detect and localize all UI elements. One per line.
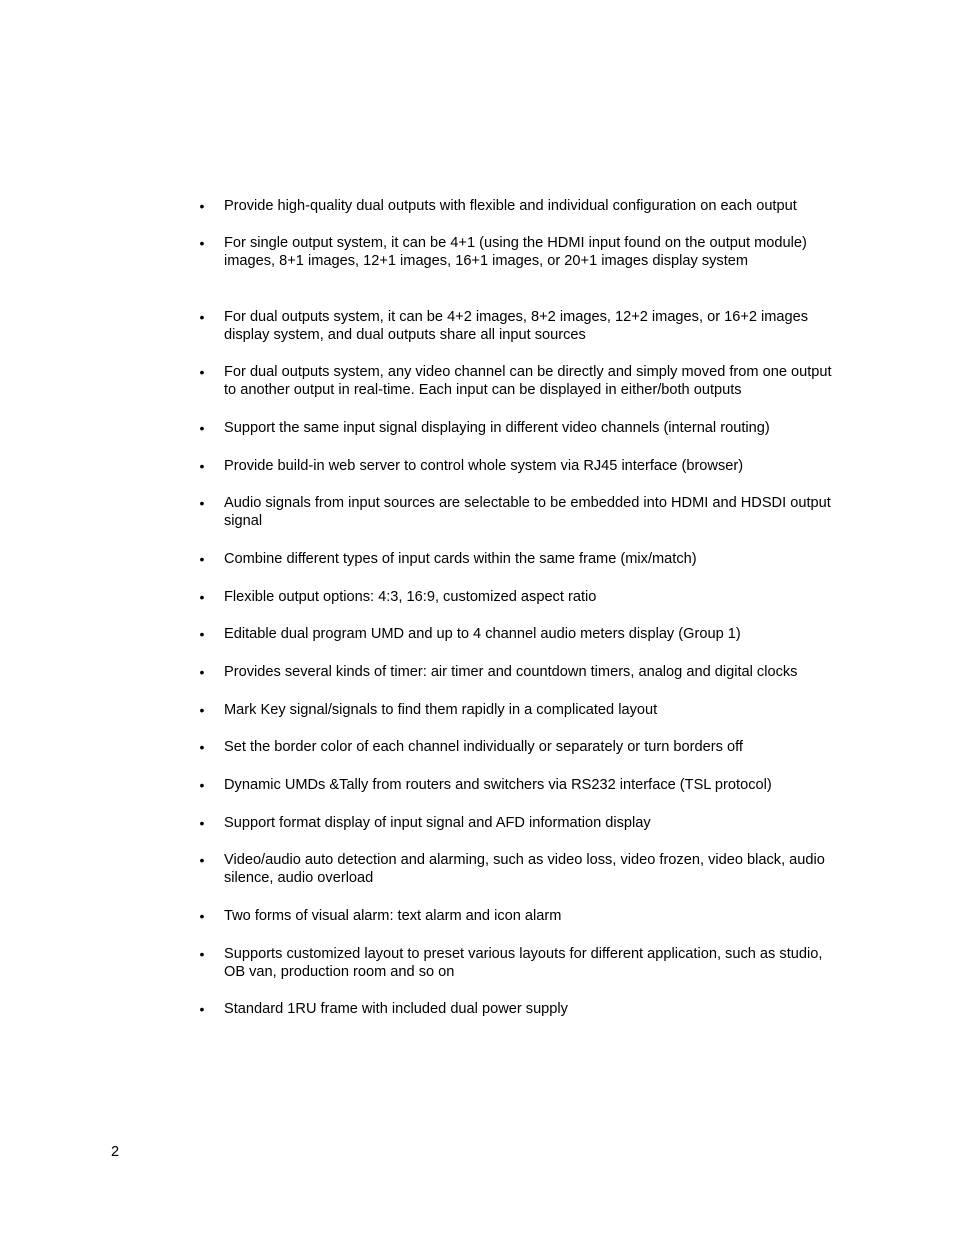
list-item-text: Combine different types of input cards within the same frame (mix/match) [224, 551, 697, 567]
bullet-icon: • [199, 702, 205, 718]
bullet-icon: • [199, 364, 205, 380]
bullet-icon: • [199, 626, 205, 642]
list-item [199, 663, 844, 681]
list-item-text: For dual outputs system, any video channel can be directly and simply moved from one output to another output in real-time. Each input can be displayed in either/both outputs [224, 364, 832, 399]
bullet-icon: • [199, 815, 205, 831]
list-item [199, 308, 844, 344]
list-item [199, 776, 844, 794]
bullet-icon: • [199, 777, 205, 793]
list-item-text: Provide high-quality dual outputs with flexible and individual configuration on each output [224, 198, 797, 214]
list-item [199, 738, 844, 756]
list-item [199, 363, 844, 399]
bullet-icon: • [199, 235, 205, 251]
list-item-text: Mark Key signal/signals to find them rapidly in a complicated layout [224, 702, 658, 718]
bullet-icon: • [199, 1001, 205, 1017]
list-item [199, 701, 844, 719]
list-item [199, 907, 844, 925]
list-item [199, 457, 844, 475]
list-item-text: Dynamic UMDs &Tally from routers and switchers via RS232 interface (TSL protocol) [224, 777, 772, 793]
page-number: 2 [111, 1144, 120, 1160]
list-item-text: Editable dual program UMD and up to 4 channel audio meters display (Group 1) [224, 626, 741, 642]
bullet-icon: • [199, 589, 205, 605]
list-item-text: Supports customized layout to preset various layouts for different application, such as studio, OB van, production room and so on [224, 946, 823, 981]
list-item [199, 851, 844, 887]
bullet-icon: • [199, 946, 205, 962]
list-item-text: Two forms of visual alarm: text alarm and icon alarm [224, 908, 562, 924]
bullet-icon: • [199, 852, 205, 868]
list-item-text: Video/audio auto detection and alarming, such as video loss, video frozen, video black, audio silence, audio overload [224, 852, 825, 887]
list-item [199, 588, 844, 606]
bullet-icon: • [199, 739, 205, 755]
list-item-text: Support format display of input signal and AFD information display [224, 815, 651, 831]
bullet-icon: • [199, 495, 205, 511]
list-item [199, 945, 844, 981]
list-item [199, 814, 844, 832]
list-item-text: Support the same input signal displaying in different video channels (internal routing) [224, 420, 770, 436]
list-item-text: For single output system, it can be 4+1 (using the HDMI input found on the output module) images, 8+1 images, 12+1 images, 16+1 images, or 20+1 images display system [224, 235, 807, 270]
list-item [199, 625, 844, 643]
bullet-icon: • [199, 309, 205, 325]
bullet-icon: • [199, 458, 205, 474]
list-item-text: Flexible output options: 4:3, 16:9, customized aspect ratio [224, 589, 597, 605]
list-item [199, 550, 844, 568]
list-item [199, 494, 844, 530]
list-item-text: Provides several kinds of timer: air timer and countdown timers, analog and digital clocks [224, 664, 798, 680]
list-item-text: Standard 1RU frame with included dual power supply [224, 1001, 568, 1017]
bullet-icon: • [199, 198, 205, 214]
bullet-icon: • [199, 908, 205, 924]
list-item [199, 419, 844, 437]
list-item-text: Provide build-in web server to control whole system via RJ45 interface (browser) [224, 458, 744, 474]
list-item-text: For dual outputs system, it can be 4+2 images, 8+2 images, 12+2 images, or 16+2 images display system, and dual outputs share all input sources [224, 309, 809, 344]
list-item [199, 234, 844, 270]
list-item [199, 1000, 844, 1018]
list-item [199, 197, 844, 215]
bullet-icon: • [199, 551, 205, 567]
bullet-icon: • [199, 664, 205, 680]
list-item-text: Set the border color of each channel individually or separately or turn borders off [224, 739, 743, 755]
list-item-text: Audio signals from input sources are selectable to be embedded into HDMI and HDSDI output signal [224, 495, 831, 530]
bullet-icon: • [199, 420, 205, 436]
